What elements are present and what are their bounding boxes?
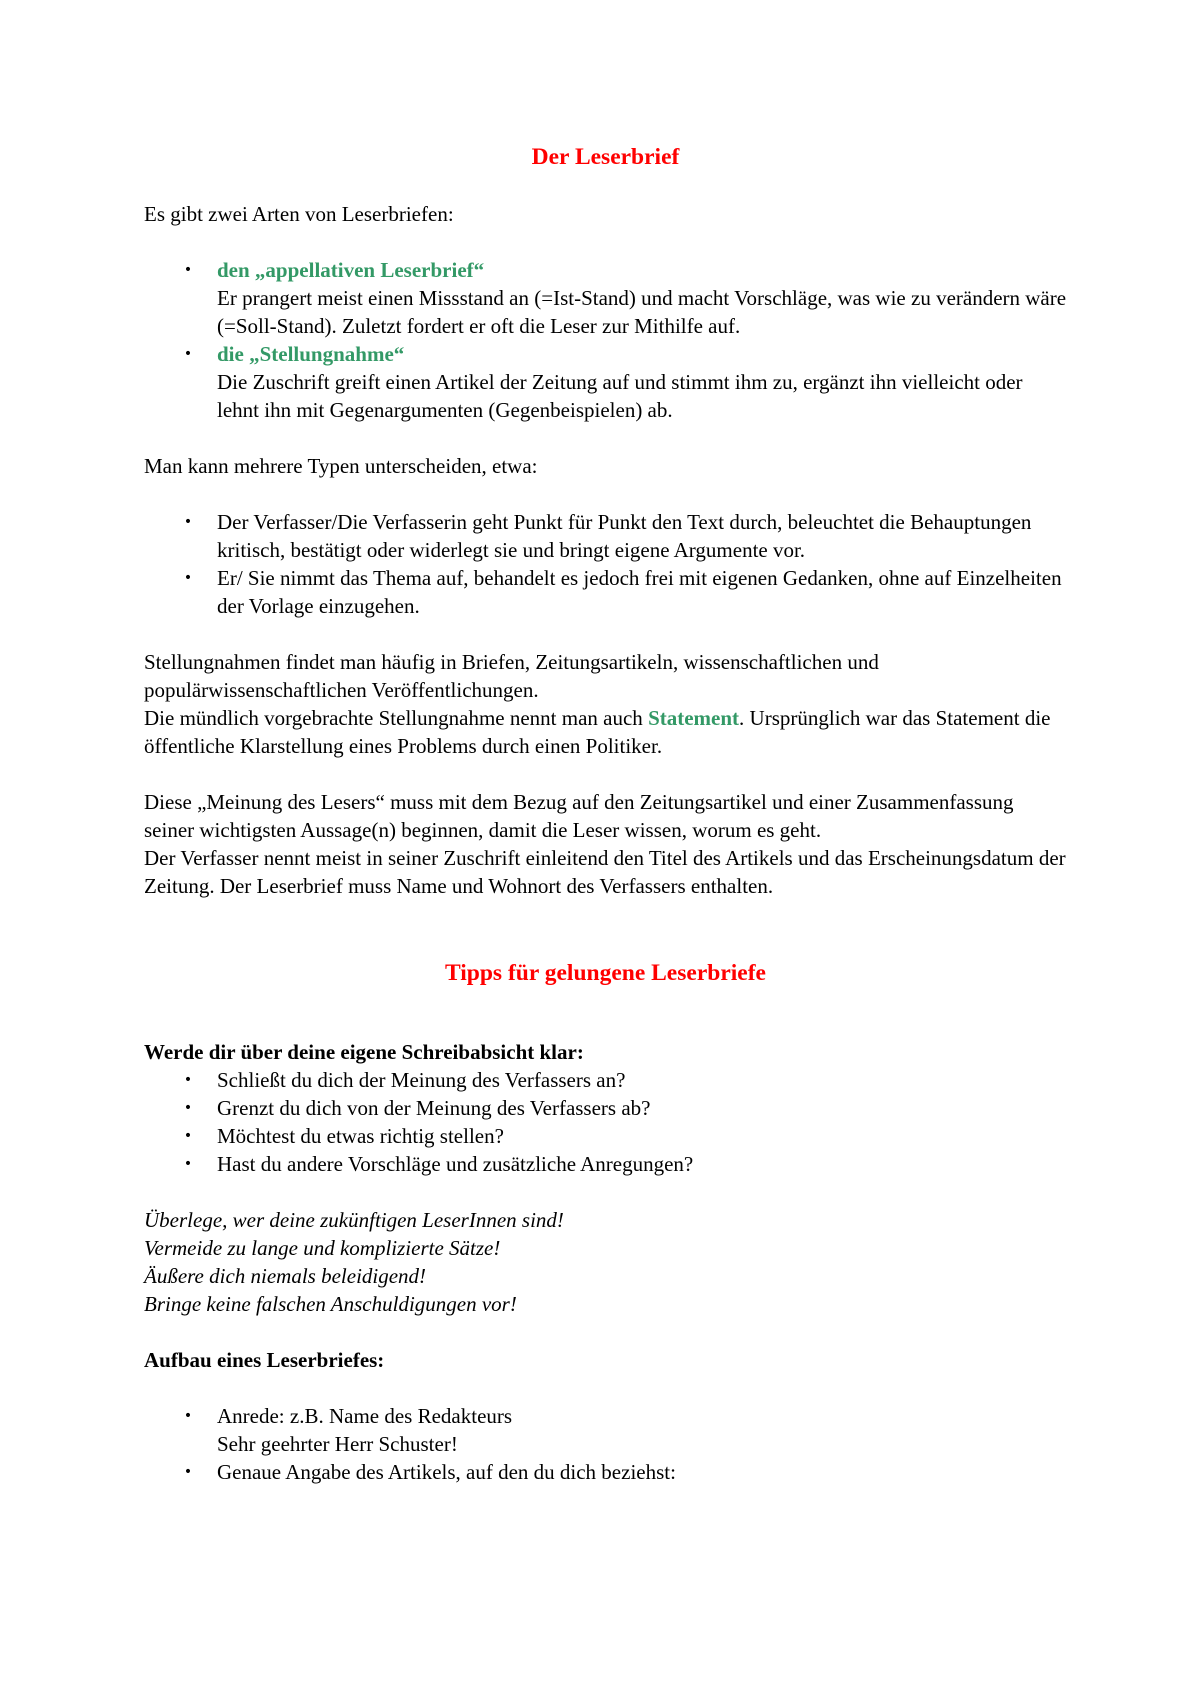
bullet-icon: • (183, 1464, 193, 1480)
advice-line: Vermeide zu lange und komplizierte Sätze! (144, 1236, 501, 1260)
advice-line: Bringe keine falschen Anschuldigungen vor! (144, 1292, 517, 1316)
bullet-icon: • (183, 1408, 193, 1424)
structure-heading: Aufbau eines Leserbriefes: (144, 1348, 385, 1372)
tips-title: Tipps für gelungene Leserbriefe (445, 960, 766, 986)
list-item (144, 1150, 1067, 1178)
statement-term: Statement (648, 706, 740, 730)
list-item (144, 1066, 1067, 1094)
structure-item-text: Anrede: z.B. Name des Redakteurs (217, 1404, 513, 1428)
variant-text: Er/ Sie nimmt das Thema auf, behandelt es jedoch frei mit eigenen Gedanken, ohne auf Einzelheiten der Vorlage einzugehen. (217, 566, 1062, 618)
bullet-icon: • (183, 514, 193, 530)
variants-list (144, 508, 1067, 620)
opinion-line-1: Diese „Meinung des Lesers“ muss mit dem Bezug auf den Zeitungsartikel und einer Zusammenfassung seiner wichtigsten Aussage(n) beginnen, damit die Leser wissen, worum es geht. (144, 790, 1014, 842)
structure-list (144, 1402, 1067, 1486)
page-title: Der Leserbrief (531, 144, 680, 170)
list-item (144, 1122, 1067, 1150)
letter-type-description: Die Zuschrift greift einen Artikel der Zeitung auf und stimmt ihm zu, ergänzt ihn vielleicht oder lehnt ihn mit Gegenargumenten (Gegenbeispielen) ab. (217, 370, 1023, 422)
list-item (144, 340, 1067, 424)
letter-type-description: Er prangert meist einen Missstand an (=Ist-Stand) und macht Vorschläge, was wie zu verändern wäre (=Soll-Stand). Zuletzt fordert er oft die Leser zur Mithilfe auf. (217, 286, 1067, 338)
intent-heading: Werde dir über deine eigene Schreibabsicht klar: (144, 1040, 584, 1064)
question-text: Möchtest du etwas richtig stellen? (217, 1124, 504, 1148)
letter-types-list (144, 256, 1067, 424)
list-item (144, 1094, 1067, 1122)
intro-text: Es gibt zwei Arten von Leserbriefen: (144, 202, 454, 226)
advice-line: Überlege, wer deine zukünftigen LeserInnen sind! (144, 1208, 564, 1232)
letter-type-heading: die „Stellungnahme“ (217, 342, 405, 366)
statement-paragraph (144, 648, 1067, 760)
intent-questions-list (144, 1066, 1067, 1178)
bullet-icon: • (183, 1128, 193, 1144)
list-item (144, 508, 1067, 564)
variant-text: Der Verfasser/Die Verfasserin geht Punkt für Punkt den Text durch, beleuchtet die Behauptungen kritisch, bestätigt oder widerlegt sie und bringt eigene Argumente vor. (217, 510, 1032, 562)
types-intro-text: Man kann mehrere Typen unterscheiden, etwa: (144, 454, 538, 478)
question-text: Schließt du dich der Meinung des Verfassers an? (217, 1068, 626, 1092)
bullet-icon: • (183, 1156, 193, 1172)
opinion-paragraph (144, 788, 1067, 900)
list-item (144, 1458, 1067, 1486)
question-text: Hast du andere Vorschläge und zusätzliche Anregungen? (217, 1152, 694, 1176)
advice-block (144, 1206, 1067, 1318)
letter-type-heading: den „appellativen Leserbrief“ (217, 258, 485, 282)
bullet-icon: • (183, 1072, 193, 1088)
bullet-icon: • (183, 570, 193, 586)
bullet-icon: • (183, 346, 193, 362)
statement-line-2-end: . Ursprünglich war das Statement die öffentliche Klarstellung eines Problems durch einen Politiker. (144, 706, 1051, 758)
structure-item-text: Genaue Angabe des Artikels, auf den du dich beziehst: (217, 1460, 676, 1484)
structure-item-example: Sehr geehrter Herr Schuster! (217, 1432, 458, 1456)
opinion-line-2: Der Verfasser nennt meist in seiner Zuschrift einleitend den Titel des Artikels und das Erscheinungsdatum der Zeitung. Der Leserbrief muss Name und Wohnort des Verfassers enthalten. (144, 846, 1066, 898)
question-text: Grenzt du dich von der Meinung des Verfassers ab? (217, 1096, 651, 1120)
bullet-icon: • (183, 262, 193, 278)
bullet-icon: • (183, 1100, 193, 1116)
statement-line-2-start: Die mündlich vorgebrachte Stellungnahme nennt man auch (144, 706, 649, 730)
list-item (144, 564, 1067, 620)
list-item (144, 1402, 1067, 1458)
statement-line-1: Stellungnahmen findet man häufig in Briefen, Zeitungsartikeln, wissenschaftlichen und populärwissenschaftlichen Veröffentlichungen. (144, 650, 879, 702)
advice-line: Äußere dich niemals beleidigend! (144, 1264, 427, 1288)
list-item (144, 256, 1067, 340)
